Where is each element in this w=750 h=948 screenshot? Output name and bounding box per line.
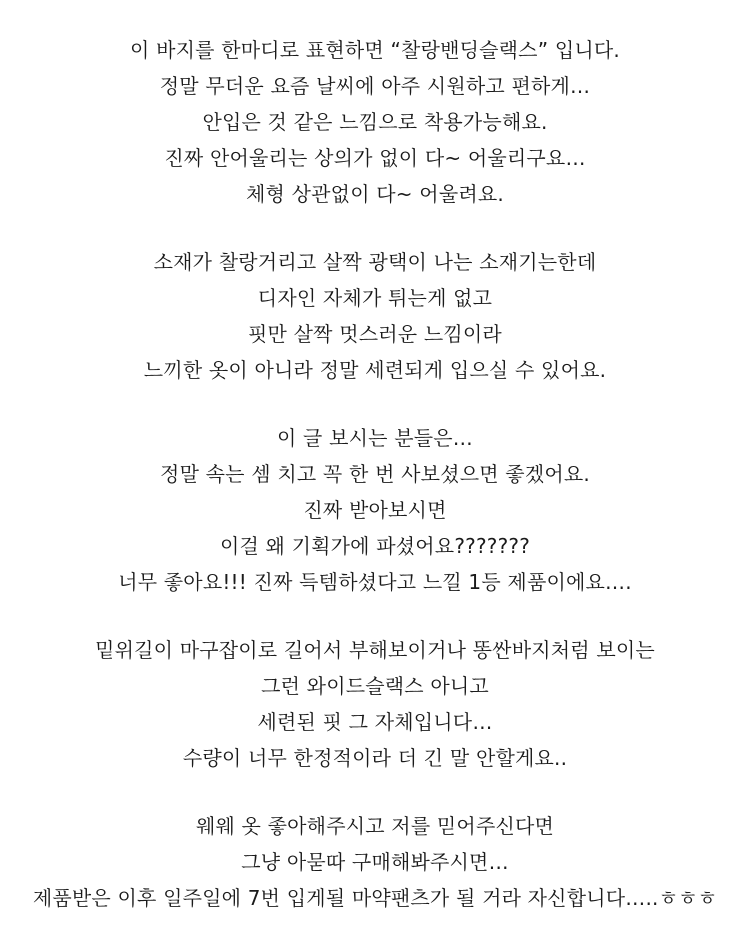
product-description-document	[0, 32, 750, 948]
text-line: 너무 좋아요!!! 진짜 득템하셨다고 느낄 1등 제품이에요….	[118, 570, 632, 594]
paragraph-fit	[0, 632, 750, 776]
text-line: 소재가 찰랑거리고 살짝 광택이 나는 소재기는한데	[153, 250, 597, 274]
text-line: 웨웨 옷 좋아해주시고 저를 믿어주신다면	[195, 814, 555, 838]
text-line: 체형 상관없이 다~ 어울려요.	[246, 182, 504, 206]
text-line: 정말 무더운 요즘 날씨에 아주 시원하고 편하게…	[159, 74, 591, 98]
paragraph-recommendation	[0, 420, 750, 600]
text-line: 그냥 아묻따 구매해봐주시면…	[241, 850, 509, 874]
text-line: 디자인 자체가 튀는게 없고	[257, 286, 493, 310]
text-line: 진짜 받아보시면	[303, 498, 447, 522]
text-line: 제품받은 이후 일주일에 7번 입게될 마약팬츠가 될 거라 자신합니다…..ㅎㅎㅎ	[32, 886, 718, 910]
text-line: 그런 와이드슬랙스 아니고	[261, 674, 489, 698]
text-line: 수량이 너무 한정적이라 더 긴 말 안할게요..	[182, 746, 568, 770]
paragraph-material	[0, 244, 750, 388]
text-line: 세련된 핏 그 자체입니다…	[257, 710, 493, 734]
text-line: 핏만 살짝 멋스러운 느낌이라	[248, 322, 502, 346]
text-line: 이 바지를 한마디로 표현하면 “찰랑밴딩슬랙스” 입니다.	[130, 38, 620, 62]
text-line: 정말 속는 셈 치고 꼭 한 번 사보셨으면 좋겠어요.	[160, 462, 590, 486]
paragraph-closing	[0, 808, 750, 916]
text-line: 진짜 안어울리는 상의가 없이 다~ 어울리구요…	[164, 146, 586, 170]
text-line: 안입은 것 같은 느낌으로 착용가능해요.	[202, 110, 548, 134]
text-line: 밑위길이 마구잡이로 길어서 부해보이거나 똥싼바지처럼 보이는	[95, 638, 655, 662]
text-line: 이걸 왜 기획가에 파셨어요???????	[219, 534, 531, 558]
text-line: 이 글 보시는 분들은…	[276, 426, 474, 450]
text-line: 느끼한 옷이 아니라 정말 세련되게 입으실 수 있어요.	[143, 358, 607, 382]
paragraph-intro	[0, 32, 750, 212]
